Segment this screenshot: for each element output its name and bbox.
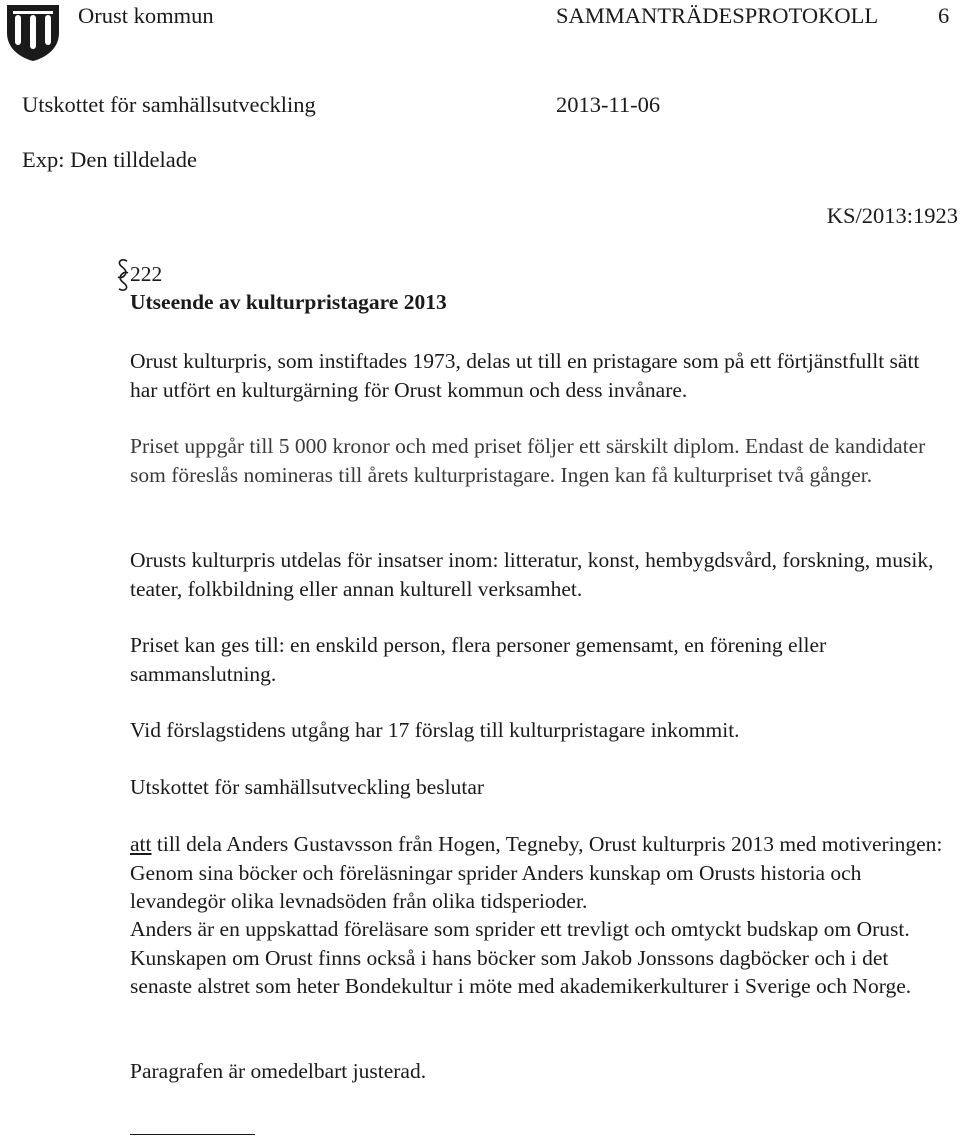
paragraph-nominations: Vid förslagstidens utgång har 17 förslag till kulturpristagare inkommit.	[130, 718, 740, 742]
committee-name: Utskottet för samhällsutveckling	[22, 92, 316, 117]
paragraph-founding: Orust kulturpris, som instiftades 1973, delas ut till en pristagare som på ett förtjänstfullt sätt har utfört en kulturgärning för Orust kommun och dess invånare.	[130, 349, 920, 402]
closing-statement: Paragrafen är omedelbart justerad.	[130, 1059, 427, 1083]
decision-heading: Utskottet för samhällsutveckling beslutar	[130, 775, 485, 799]
page-number: 6	[938, 3, 950, 28]
organization-name: Orust kommun	[78, 3, 214, 28]
distribution-note: Exp: Den tilldelade	[22, 147, 197, 172]
decision-paragraph-continued: Anders är en uppskattad föreläsare som sprider ett trevligt och omtyckt budskap om Orust. Kunskapen om Orust finns också i hans böcker som Jakob Jonssons dagböcker och i det senaste alstret som heter Bondekultur i möte med akademikerkulturer i Sverige och Norge.	[130, 917, 912, 998]
document-title: SAMMANTRÄDESPROTOKOLL	[556, 3, 879, 28]
case-number: KS/2013:1923	[826, 203, 958, 228]
paragraph-categories: Orusts kulturpris utdelas för insatser inom: litteratur, konst, hembygdsvård, forskning, musik, teater, folkbildning eller annan kulturell verksamhet.	[130, 548, 934, 601]
att-keyword: att	[130, 832, 152, 856]
paragraph-recipients: Priset kan ges till: en enskild person, flera personer gemensamt, en förening eller sammanslutning.	[130, 633, 827, 686]
signature-line	[130, 1134, 255, 1135]
municipality-coat-of-arms-logo	[5, 3, 61, 63]
meeting-date: 2013-11-06	[556, 92, 661, 117]
section-title: Utseende av kulturpristagare 2013	[130, 290, 447, 314]
section-sign-icon	[115, 258, 131, 292]
decision-paragraph	[130, 830, 950, 916]
paragraph-prize-amount: Priset uppgår till 5 000 kronor och med priset följer ett särskilt diplom. Endast de kandidater som föreslås nomineras till årets kulturpristagare. Ingen kan få kulturpriset två gånger.	[130, 434, 926, 487]
section-number: 222	[130, 262, 163, 286]
decision-text: till dela Anders Gustavsson från Hogen, Tegneby, Orust kulturpris 2013 med motiveringen: Genom sina böcker och föreläsningar sprider Anders kunskap om Orusts historia och levandegör olika levnadsöden från olika tidsperioder.	[130, 832, 943, 913]
